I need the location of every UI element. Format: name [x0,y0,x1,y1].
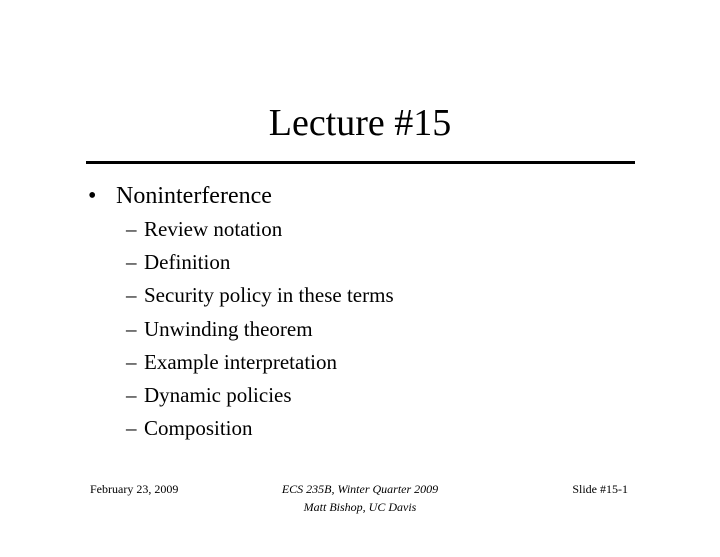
sub-item-dynamic-policies [126,379,394,412]
bullet-list [88,179,394,445]
footer-course-info [250,480,470,516]
dash-icon: – [126,416,137,441]
slide-title: Lecture #15 [268,102,452,144]
sub-item-text: Security policy in these terms [144,283,394,308]
sub-item-text: Example interpretation [144,349,338,374]
sub-item-text: Unwinding theorem [144,316,313,341]
dash-icon: – [126,250,137,275]
sub-item-text: Review notation [144,217,283,241]
footer-course: ECS 235B, Winter Quarter 2009 [281,482,439,496]
sub-item-text: Dynamic policies [144,383,292,408]
sub-item-review-notation [126,213,394,246]
sub-item-security-policy [126,279,394,312]
bullet-item-noninterference [88,179,394,445]
dash-icon: – [126,283,137,308]
footer-slide-number: Slide #15-1 [572,482,628,496]
sub-item-composition [126,412,394,445]
bullet-text: Noninterference [116,183,272,209]
sub-item-unwinding-theorem [126,313,394,346]
dash-icon: – [126,349,137,374]
sub-item-definition [126,246,394,279]
bullet-dot-icon: • [88,183,97,209]
sub-item-text: Composition [144,416,253,441]
dash-icon: – [126,383,137,408]
dash-icon: – [126,217,137,241]
sub-item-example-interpretation [126,346,394,379]
sub-bullet-list [116,213,394,445]
footer-date: February 23, 2009 [90,482,179,496]
title-divider [86,161,635,164]
sub-item-text: Definition [144,250,231,275]
dash-icon: – [126,316,137,341]
footer-author: Matt Bishop, UC Davis [303,500,417,514]
